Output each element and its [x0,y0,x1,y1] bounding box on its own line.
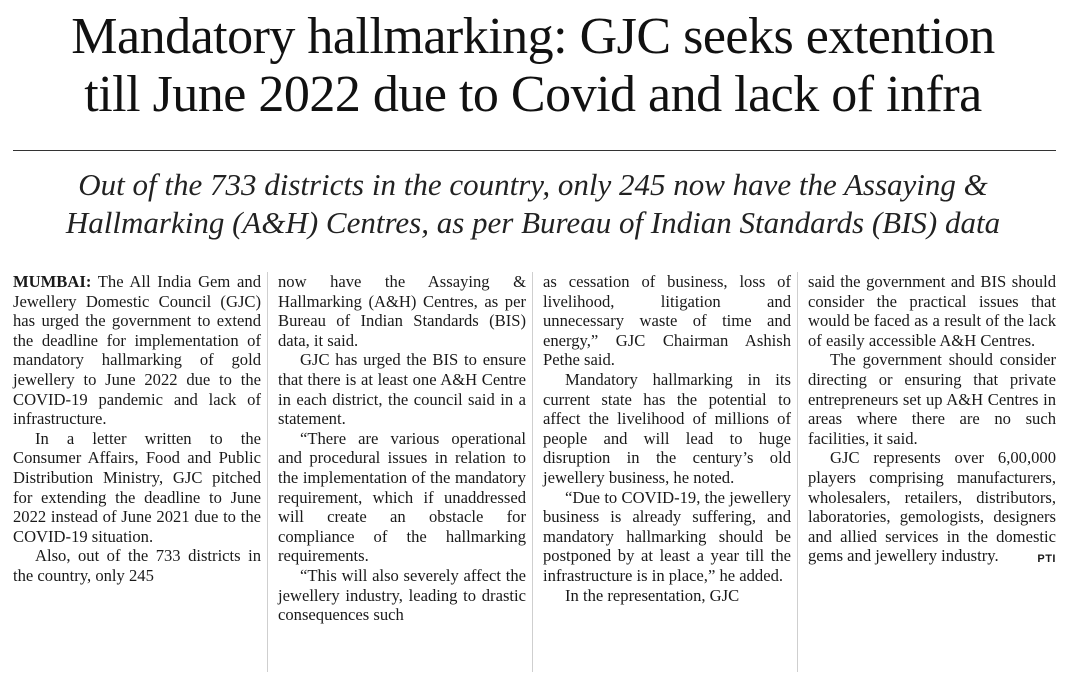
paragraph [808,448,1056,566]
subheadline-line-1: Out of the 733 districts in the country, only 245 now have the Assaying & [78,167,988,202]
subheadline [0,166,1066,242]
paragraph-text: The All India Gem and Jewellery Domestic Council (GJC) has urged the government to extend the deadline for implementation of mandatory hallmarking of gold jewellery to June 2022 due to the COVID-19 pandemic and lack of infrastructure. [13,272,261,429]
headline-line-1: Mandatory hallmarking: GJC seeks extention [71,8,995,65]
paragraph: “There are various operational and procedural issues in relation to the implementation of the mandatory requirement, which if unaddressed will create an obstacle for compliance of the hallmarking requirements. [278,428,526,566]
paragraph: said the government and BIS should consider the practical issues that would be faced as a result of the lack of easily accessible A&H Centres. [808,272,1056,350]
paragraph: as cessation of business, loss of livelihood, litigation and unnecessary waste of time and energy,” GJC Chairman Ashish Pethe said. [543,272,791,370]
column-2 [267,272,526,672]
dateline: MUMBAI: [13,272,92,291]
paragraph [13,272,261,429]
agency-credit: PTI [1037,553,1056,566]
paragraph-text: GJC represents over 6,00,000 players comprising manufacturers, wholesalers, retailers, distributors, laboratories, gemologists, designers and allied services in the domestic gems and jewellery industry. [808,448,1056,566]
paragraph: “Due to COVID-19, the jewellery business is already suffering, and mandatory hallmarking should be postponed by at least a year till the infrastructure is in place,” he added. [543,487,791,585]
paragraph: GJC has urged the BIS to ensure that there is at least one A&H Centre in each district, the council said in a statement. [278,350,526,429]
paragraph: The government should consider directing or ensuring that private entrepreneurs set up A&H Centres in areas where there are no such facilities, it said. [808,350,1056,448]
column-1 [13,272,261,672]
column-3 [532,272,791,672]
paragraph: In a letter written to the Consumer Affairs, Food and Public Distribution Ministry, GJC pitched for extending the deadline to June 2022 instead of June 2021 due to the COVID-19 situation. [13,428,261,546]
paragraph: Also, out of the 733 districts in the country, only 245 [13,546,261,585]
headline-line-2: till June 2022 due to Covid and lack of infra [84,66,982,123]
column-4 [797,272,1056,672]
paragraph: now have the Assaying & Hallmarking (A&H) Centres, as per Bureau of Indian Standards (BIS) data, it said. [278,272,526,350]
paragraph: Mandatory hallmarking in its current state has the potential to affect the livelihood of millions of people and will lead to huge disruption in the century’s old jewellery business, he noted. [543,369,791,487]
article-body [13,272,1056,672]
subheadline-line-2: Hallmarking (A&H) Centres, as per Bureau of Indian Standards (BIS) data [65,205,1001,240]
paragraph: In the representation, GJC [565,585,740,605]
headline-divider [13,150,1056,151]
paragraph: “This will also severely affect the jewellery industry, leading to drastic consequences such [278,565,526,625]
headline [0,8,1066,124]
